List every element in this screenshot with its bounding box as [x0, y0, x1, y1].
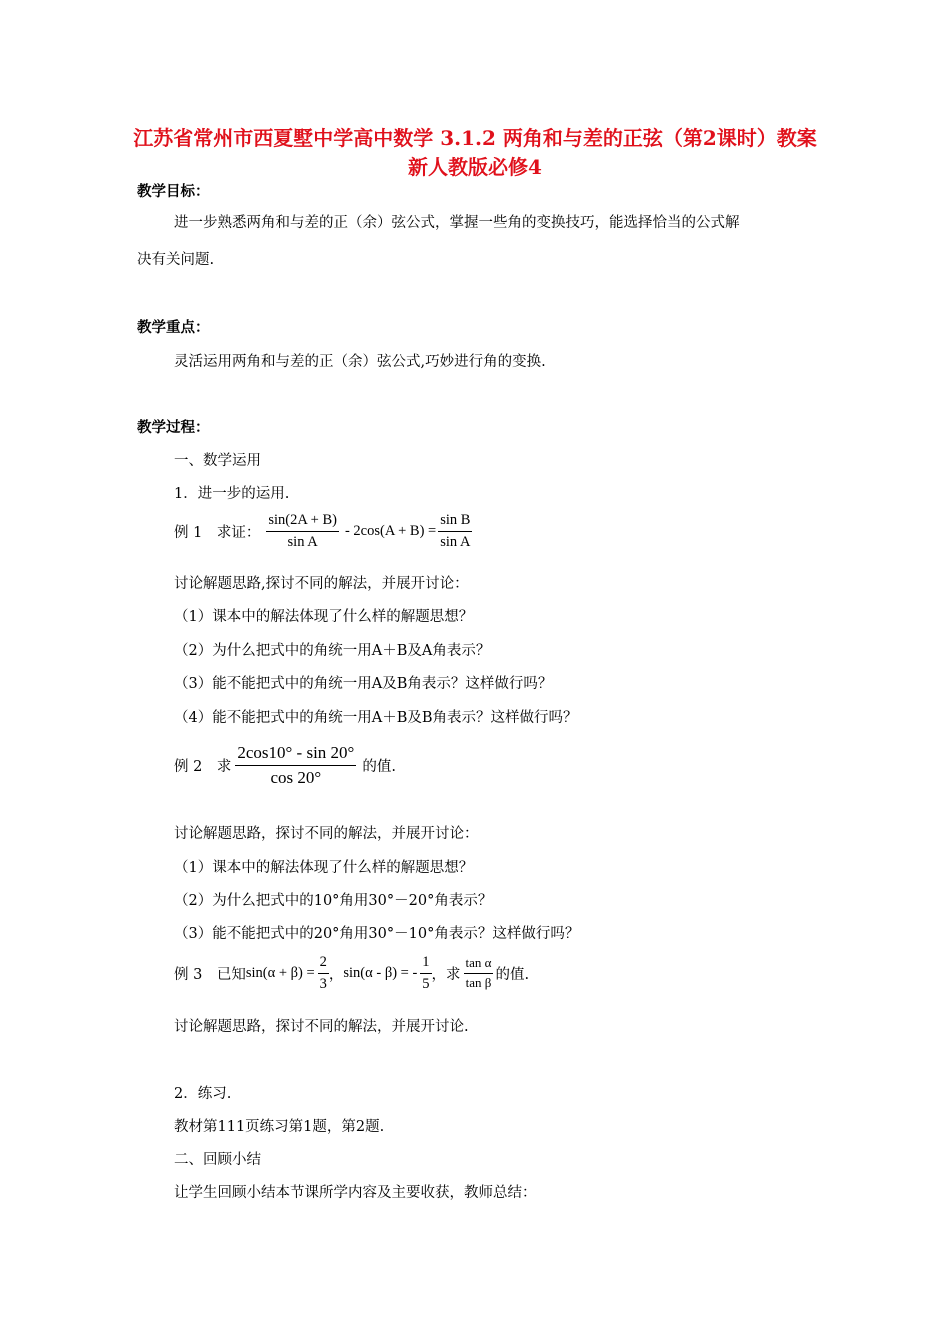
- example-3-fraction-c-den: tan β: [465, 974, 492, 990]
- example-2-label: 例 2 求: [174, 758, 232, 775]
- example-3-separator: ，: [328, 966, 344, 983]
- question-2-1: （1）课本中的解法体现了什么样的解题思想？: [174, 860, 474, 876]
- example-2-denominator: cos 20°: [270, 767, 322, 787]
- question-2-2: （2）为什么把式中的10°角用30°－20°角表示？: [174, 893, 493, 909]
- example-3-fraction-b: [420, 954, 431, 992]
- example-3-fraction-b-num: 1: [420, 954, 431, 974]
- document-title: 江苏省常州市西夏墅中学高中数学 3.1.2 两角和与差的正弦（第2课时）教案 新人教版必修4: [133, 126, 817, 179]
- example-1-middle: - 2cos(A + B) =: [344, 522, 437, 539]
- key-heading: 教学重点：: [137, 319, 210, 336]
- example-3-fraction-a-num: 2: [318, 954, 329, 974]
- example-1-fraction-2: [438, 512, 472, 550]
- item1-heading: 1．进一步的运用.: [174, 486, 290, 502]
- example-1-numerator-2: sin B: [438, 512, 472, 532]
- question-1-2: （2）为什么把式中的角统一用A＋B及A角表示？: [174, 643, 491, 659]
- exercise-text: 教材第111页练习第1题，第2题.: [174, 1119, 385, 1135]
- discuss-2: 讨论解题思路，探讨不同的解法，并展开讨论：: [174, 826, 479, 842]
- example-3-expr-a: sin(α + β) =: [245, 964, 315, 981]
- example-2-fraction: [235, 743, 356, 787]
- example-3-fraction-a: [318, 954, 329, 992]
- example-1-denominator-2: sin A: [440, 533, 471, 550]
- example-1: [174, 512, 472, 550]
- example-3-expr-b: sin(α - β) = -: [343, 964, 418, 981]
- question-1-3: （3）能不能把式中的角统一用A及B角表示？这样做行吗？: [174, 676, 553, 692]
- process-heading: 教学过程：: [137, 419, 210, 436]
- example-2-numerator: 2cos10° - sin 20°: [235, 743, 356, 766]
- example-3-fraction-c-num: tan α: [464, 956, 494, 974]
- goal-heading: 教学目标：: [137, 183, 210, 200]
- example-1-fraction-1: [266, 512, 339, 550]
- goal-text-line-1: 进一步熟悉两角和与差的正（余）弦公式，掌握一些角的变换技巧，能选择恰当的公式解: [174, 215, 740, 231]
- question-1-4: （4）能不能把式中的角统一用A＋B及B角表示？这样做行吗？: [174, 710, 578, 726]
- discuss-1: 讨论解题思路,探讨不同的解法，并展开讨论：: [174, 576, 469, 592]
- item2-heading: 2．练习.: [174, 1086, 232, 1102]
- example-1-label: 例 1 求证：: [174, 524, 261, 541]
- question-2-3: （3）能不能把式中的20°角用30°－10°角表示？这样做行吗？: [174, 926, 580, 942]
- part1-heading: 一、数学运用: [174, 453, 261, 469]
- summary-text: 让学生回顾小结本节课所学内容及主要收获，教师总结：: [174, 1185, 537, 1201]
- example-1-numerator-1: sin(2A + B): [266, 512, 339, 532]
- example-3-fraction-b-den: 5: [422, 975, 430, 992]
- example-2-tail: 的值.: [362, 758, 396, 775]
- example-3: [174, 954, 529, 992]
- example-2: [174, 743, 396, 787]
- example-3-ask: ，求: [431, 966, 461, 983]
- goal-text-line-2: 决有关问题.: [137, 252, 215, 268]
- example-3-fraction-a-den: 3: [319, 975, 327, 992]
- example-3-fraction-c: [464, 956, 494, 991]
- example-1-denominator-1: sin A: [287, 533, 318, 550]
- part2-heading: 二、回顾小结: [174, 1152, 261, 1168]
- example-3-tail: 的值.: [495, 966, 530, 983]
- example-3-label: 例 3 已知: [174, 966, 246, 983]
- question-1-1: （1）课本中的解法体现了什么样的解题思想？: [174, 609, 474, 625]
- key-text: 灵活运用两角和与差的正（余）弦公式,巧妙进行角的变换.: [174, 354, 546, 370]
- discuss-3: 讨论解题思路，探讨不同的解法，并展开讨论.: [174, 1019, 469, 1035]
